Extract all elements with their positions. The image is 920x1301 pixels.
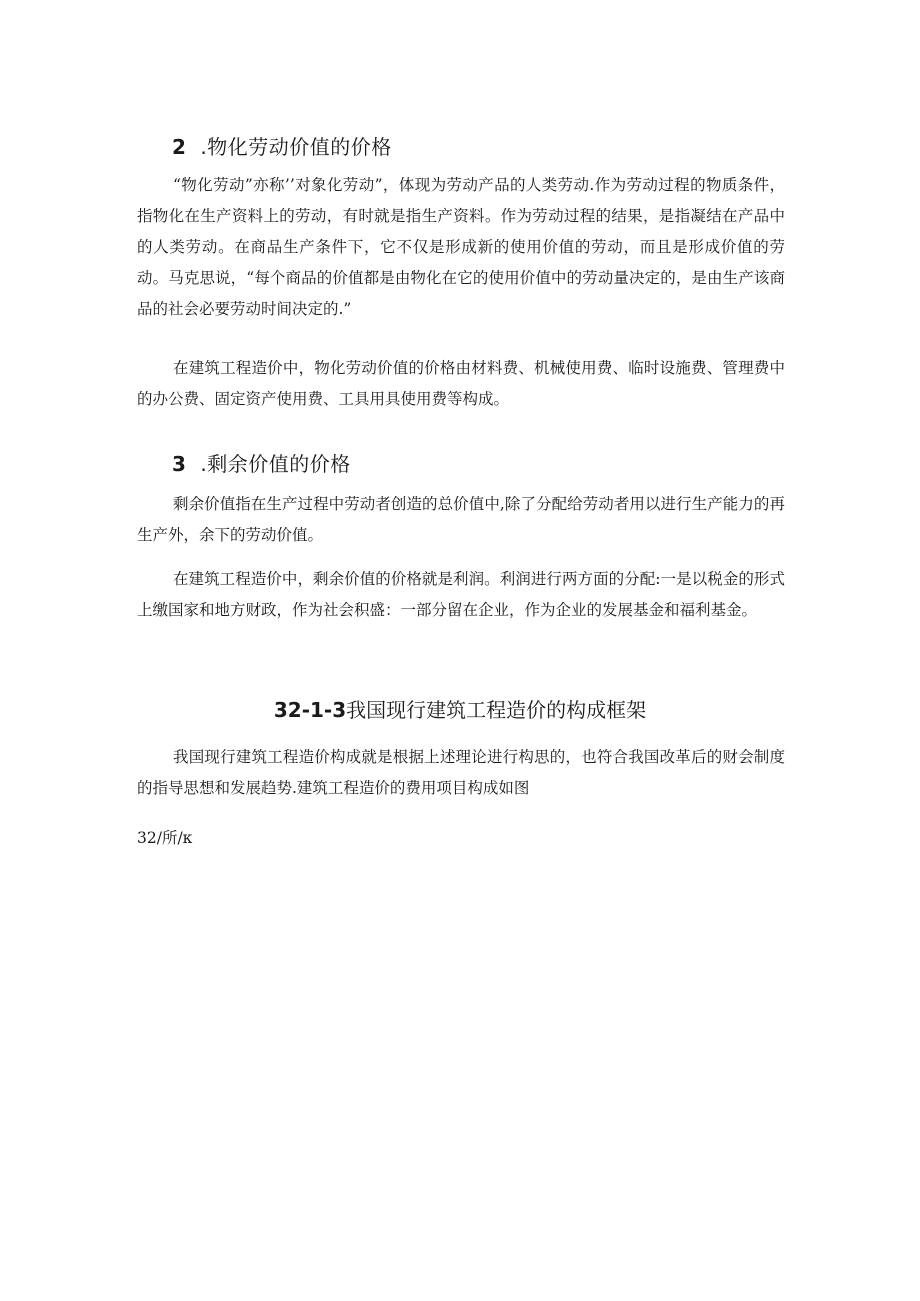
paragraph: 我国现行建筑工程造价构成就是根据上述理论进行构思的，也符合我国改革后的财会制度的指导思想和发展趋势.建筑工程造价的费用项目构成如图 [137,748,785,797]
section-number: 2 [172,135,187,159]
section-number: 3 [172,452,187,476]
section-heading-3 [172,448,351,477]
paragraph: 在建筑工程造价中，剩余价值的价格就是利润。利润进行两方面的分配:一是以税金的形式上缴国家和地方财政，作为社会积盛：一部分留在企业，作为企业的发展基金和福利基金。 [137,570,785,619]
paragraph: 剩余价值指在生产过程中劳动者创造的总价值中,除了分配给劳动者用以进行生产能力的再生产外，余下的劳动价值。 [137,495,785,544]
section-title: .物化劳动价值的价格 [200,135,392,159]
section-title: .剩余价值的价格 [200,452,351,476]
section-title: 我国现行建筑工程造价的构成框架 [346,698,647,722]
paragraph: “物化劳动”亦称’’对象化劳动”，体现为劳动产品的人类劳动.作为劳动过程的物质条件，指物化在生产资料上的劳动，有时就是指生产资料。作为劳动过程的结果，是指凝结在产品中的人类劳动。在商品生产条件下，它不仅是形成新的使用价值的劳动，而且是形成价值的劳动。马克思说，“每个商品的价值都是由物化在它的使用价值中的劳动量决定的，是由生产该商品的社会必要劳动时间决定的.” [137,176,785,318]
section-heading-32-1-3 [0,694,920,723]
paragraph: 在建筑工程造价中，物化劳动价值的价格由材料费、机械使用费、临时设施费、管理费中的办公费、固定资产使用费、工具用具使用费等构成。 [137,359,785,408]
section-number: 32-1-3 [273,698,347,722]
section-heading-2 [172,131,392,160]
figure-reference-text: 32/所/κ [137,829,193,847]
